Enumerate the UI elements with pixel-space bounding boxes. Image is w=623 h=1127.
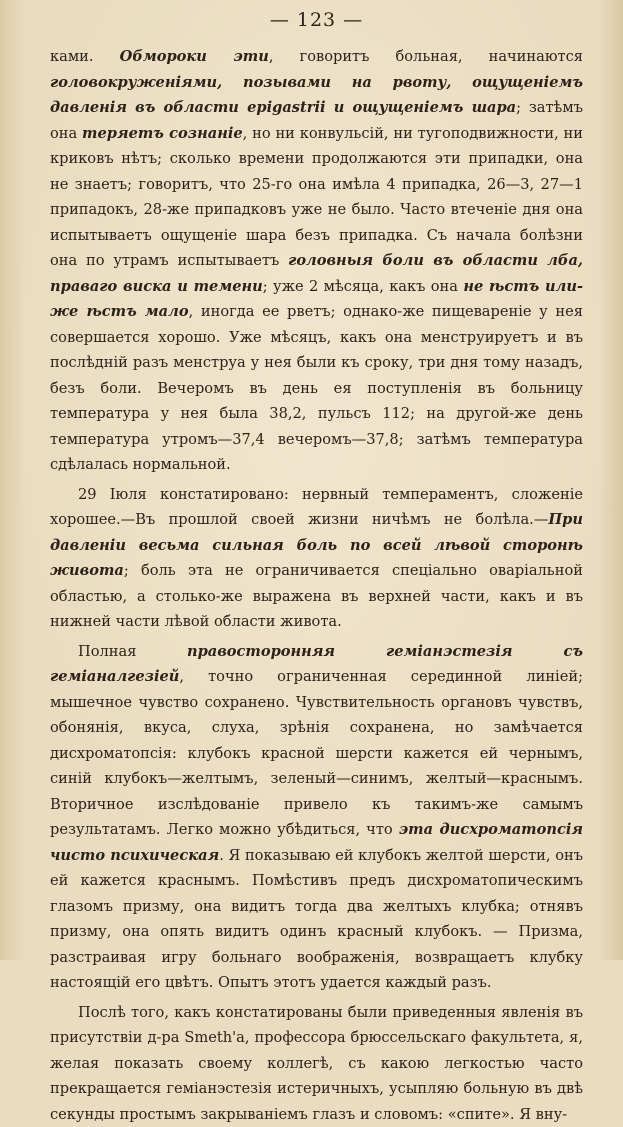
page-number: — 123 —	[50, 8, 583, 32]
emphasized-text: правосторонняя геміанэстезія съ геміаналгезіей	[50, 643, 583, 686]
paragraph-1	[50, 44, 583, 478]
text-run: ; затѣмъ она	[50, 99, 583, 142]
emphasized-text: теряетъ сознаніе	[82, 125, 243, 142]
paragraph-2	[50, 482, 583, 635]
paragraph-4	[50, 1000, 583, 1127]
text-run: . Я показываю ей клубокъ желтой шерсти, онъ ей кажется краснымъ. Помѣстивъ предъ дисхроматопическимъ глазомъ призму, она видитъ тогда два желтыхъ клубка; отнявъ призму, она опять видитъ одинъ красный клубокъ. — Призма, разстраивая игру больнаго воображенія, возвращаетъ клубку настоящій его цвѣтъ. Опытъ этотъ удается каждый разъ.	[50, 847, 583, 992]
text-run: , иногда ее рветъ; однако-же пищевареніе у нея совершается хорошо. Уже мѣсяцъ, какъ она менструируетъ и въ послѣдній разъ менструа у нея были къ сроку, три дня тому назадъ, безъ боли. Вечеромъ въ день ея поступленія въ больницу температура у нея была 38,2, пульсъ 112; на другой-же день температура утромъ—37,4 вечеромъ—37,8; затѣмъ температура сдѣлалась нормальной.	[50, 303, 583, 473]
emphasized-text: При давленіи весьма сильная боль по всей лѣвой сторонѣ живота	[50, 511, 583, 579]
text-run: , точно ограниченная серединной линіей; мышечное чувство сохранено. Чувствительность органовъ чувствъ, обонянія, вкуса, слуха, зрѣнія сохранена, но замѣчается дисхроматопсія: клубокъ красной шерсти кажется ей чернымъ, синій клубокъ—желтымъ, зеленый—синимъ, желтый—краснымъ. Вторичное изслѣдованіе привело къ такимъ-же самымъ результатамъ. Легко можно убѣдиться, что	[50, 668, 583, 838]
emphasized-text: не ѣстъ или-же ѣстъ мало	[50, 278, 583, 321]
text-run: , но ни конвульсій, ни тугоподвижности, ни криковъ нѣтъ; сколько времени продолжаются эти припадки, она не знаетъ; говоритъ, что 25-го она имѣла 4 припадка, 26—3, 27—1 припадокъ, 28-же припадковъ уже не было. Часто втеченіе дня она испытываетъ ощущеніе шара безъ припадка. Съ начала болѣзни она по утрамъ испытываетъ	[50, 125, 583, 270]
emphasized-text: головокруженіями, позывами на рвоту, ощущеніемъ давленія въ области epigastrii и ощущеніемъ шара	[50, 74, 583, 117]
text-run: 29 Іюля констатировано: нервный темпераментъ, сложеніе хорошее.—Въ прошлой своей жизни ничѣмъ не болѣла.—	[50, 486, 583, 529]
text-run: Послѣ того, какъ констатированы были приведенныя явленія въ присутствіи д-ра Smeth'а, профессора брюссельскаго факультета, я, желая показать своему коллегѣ, съ какою легкостью часто прекращается геміанэстезія истеричныхъ, усыпляю больную въ двѣ секунды простымъ закрываніемъ глазъ и словомъ: «спите». Я вну-	[50, 1004, 583, 1123]
text-run: ; уже 2 мѣсяца, какъ она	[263, 278, 464, 295]
text-run: , говоритъ больная, начинаются	[269, 48, 583, 65]
emphasized-text: Обмороки эти	[120, 48, 269, 65]
emphasized-text: головныя боли въ области лба, праваго виска и темени	[50, 252, 583, 295]
emphasized-text: эта дисхроматопсія чисто психическая	[50, 821, 583, 864]
text-run: ; боль эта не ограничивается спеціально оваріальной областью, а столько-же выражена въ верхней части, какъ и въ нижней части лѣвой области живота.	[50, 562, 583, 630]
text-run: Полная	[78, 643, 187, 660]
body-text	[50, 44, 583, 1127]
paragraph-3	[50, 639, 583, 996]
text-run: ками.	[50, 48, 120, 65]
